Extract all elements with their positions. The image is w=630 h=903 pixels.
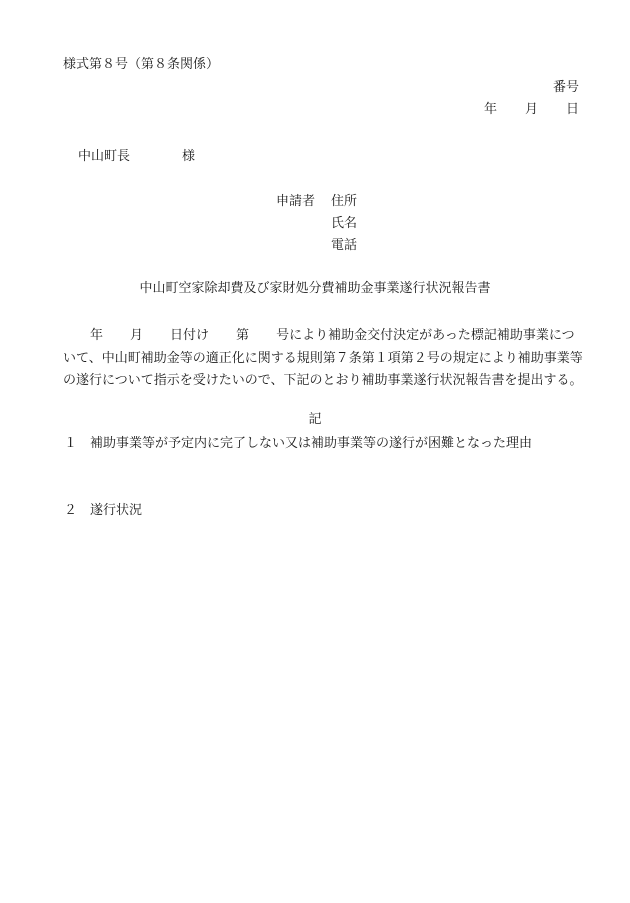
body-paragraph	[63, 325, 583, 393]
applicant-phone-label: 電話	[331, 237, 358, 253]
date-month: 月	[524, 102, 538, 117]
date-line	[484, 102, 579, 119]
body-year: 年	[90, 328, 104, 343]
applicant-role: 申請者	[276, 193, 316, 209]
date-day: 日	[565, 102, 579, 117]
body-dai: 第	[236, 328, 250, 343]
item-number: ２	[64, 503, 78, 518]
applicant-name-label: 氏名	[331, 215, 358, 231]
body-date-suffix: 日付け	[170, 328, 210, 343]
item-number: １	[64, 436, 78, 451]
item-text: 遂行状況	[90, 503, 143, 518]
applicant-address-label: 住所	[331, 193, 358, 209]
ki-heading: 記	[308, 412, 322, 427]
form-number: 様式第８号（第８条関係）	[63, 57, 220, 72]
document-number-label: 番号	[552, 80, 579, 95]
applicant-block	[276, 191, 357, 257]
date-year: 年	[483, 102, 497, 117]
applicant-row-phone	[276, 235, 357, 257]
body-continuation: 号により補助金交付決定があった標記補助事業について、中山町補助金等の適正化に関する規則第７条第１項第２号の規定により補助事業等の遂行について指示を受けたいので、下記のとおり補助事業遂行状況報告書を提出する。	[63, 328, 583, 388]
item-text: 補助事業等が予定内に完了しない又は補助事業等の遂行が困難となった理由	[90, 436, 533, 451]
report-title: 中山町空家除却費及び家財処分費補助金事業遂行状況報告書	[139, 281, 491, 296]
addressee-honorific: 様	[182, 149, 196, 164]
list-item	[64, 503, 142, 520]
body-month: 月	[130, 328, 144, 343]
applicant-row-address	[276, 191, 357, 213]
applicant-row-name	[276, 213, 357, 235]
list-item	[64, 436, 532, 453]
addressee	[78, 149, 195, 166]
addressee-name: 中山町長	[78, 149, 131, 164]
